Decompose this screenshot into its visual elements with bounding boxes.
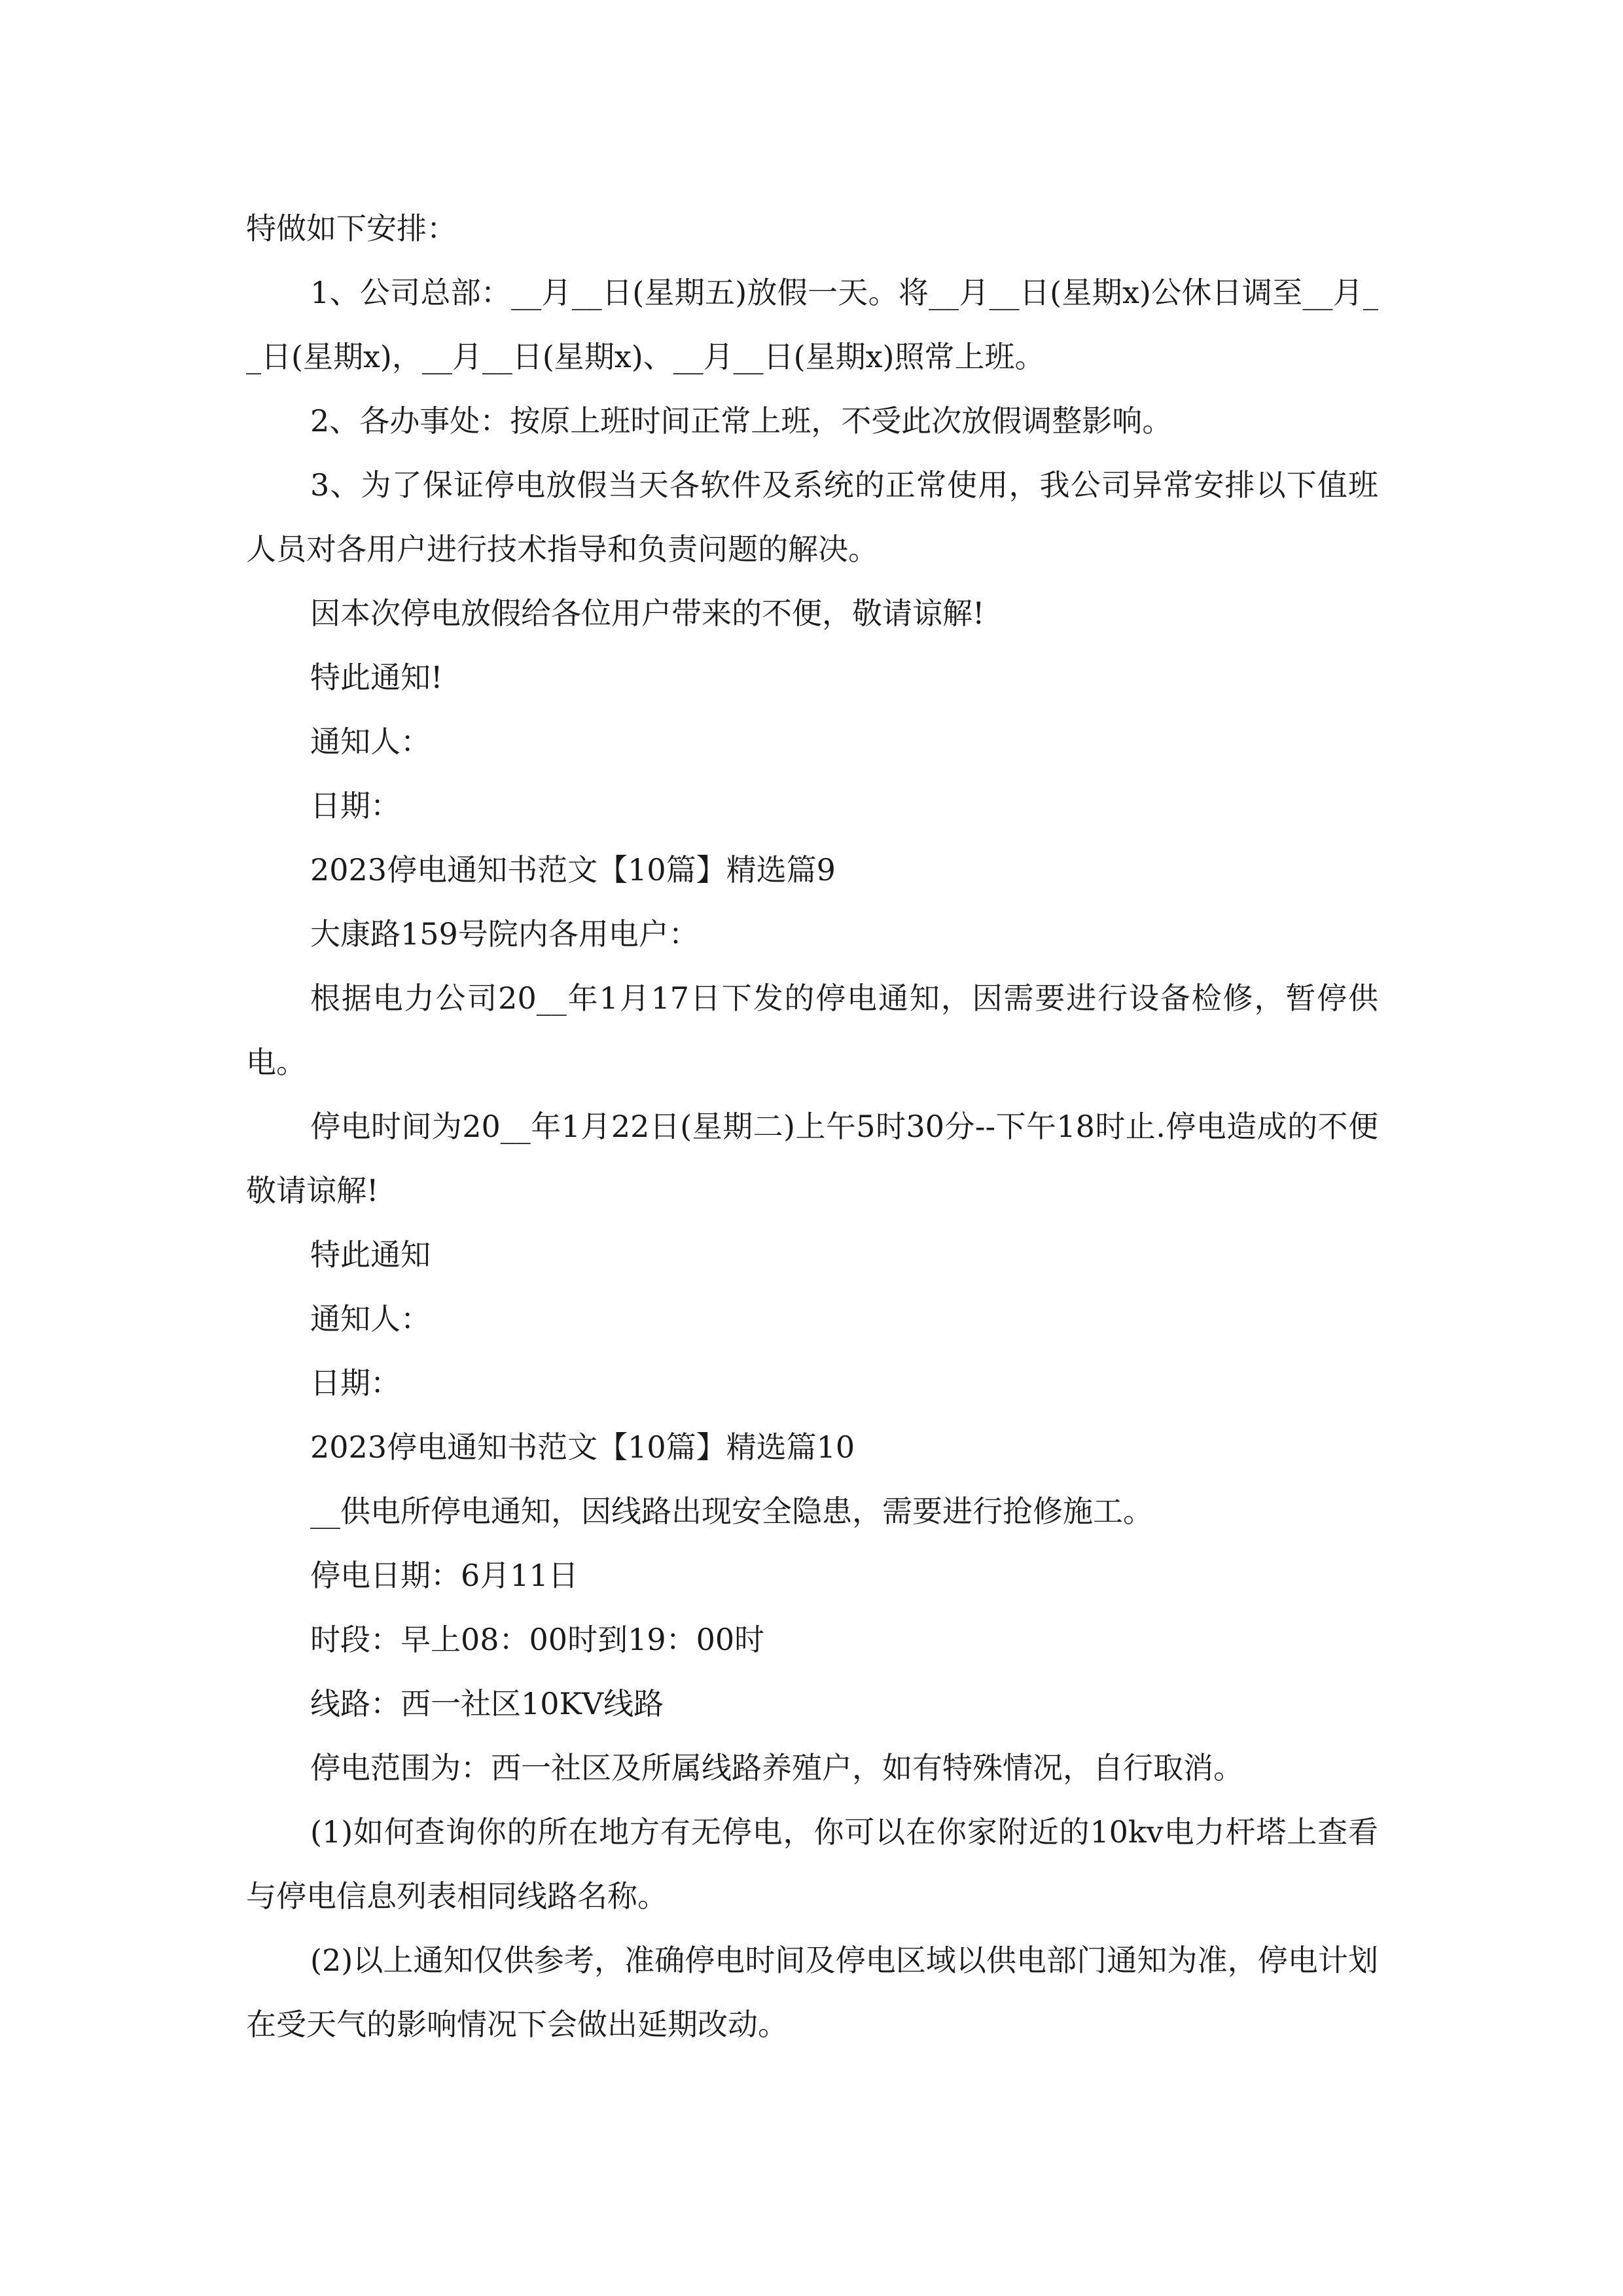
- paragraph: 1、公司总部：__月__日(星期五)放假一天。将__月__日(星期x)公休日调至__月__日(星期x)，__月__日(星期x)、__月__日(星期x)照常上班。: [246, 275, 1378, 374]
- paragraph: 特做如下安排：: [246, 211, 457, 246]
- paragraph: 时段：早上08：00时到19：00时: [310, 1622, 765, 1657]
- section-heading: 2023停电通知书范文【10篇】精选篇10: [310, 1429, 855, 1465]
- document-body: [246, 196, 1378, 2056]
- paragraph: 3、为了保证停电放假当天各软件及系统的正常使用，我公司异常安排以下值班人员对各用户进行技术指导和负责问题的解决。: [246, 467, 1378, 567]
- paragraph: __供电所停电通知，因线路出现安全隐患，需要进行抢修施工。: [310, 1494, 1153, 1529]
- paragraph: 根据电力公司20__年1月17日下发的停电通知，因需要进行设备检修，暂停供电。: [246, 980, 1378, 1080]
- paragraph: 因本次停电放假给各位用户带来的不便，敬请谅解!: [310, 596, 985, 631]
- paragraph: 日期：: [310, 788, 401, 823]
- paragraph: 通知人：: [310, 724, 431, 759]
- paragraph: (2)以上通知仅供参考，准确停电时间及停电区域以供电部门通知为准，停电计划在受天气的影响情况下会做出延期改动。: [246, 1943, 1378, 2042]
- paragraph: 停电时间为20__年1月22日(星期二)上午5时30分--下午18时止.停电造成的不便敬请谅解!: [246, 1109, 1378, 1208]
- paragraph: 停电日期：6月11日: [310, 1558, 579, 1593]
- paragraph: 特此通知: [310, 1237, 431, 1272]
- paragraph: 特此通知!: [310, 660, 443, 695]
- paragraph: 通知人：: [310, 1301, 431, 1336]
- paragraph: 日期：: [310, 1365, 401, 1401]
- section-heading: 2023停电通知书范文【10篇】精选篇9: [310, 852, 836, 888]
- paragraph: 停电范围为：西一社区及所属线路养殖户，如有特殊情况，自行取消。: [310, 1750, 1243, 1785]
- paragraph: 大康路159号院内各用电户：: [310, 916, 699, 952]
- paragraph: 2、各办事处：按原上班时间正常上班，不受此次放假调整影响。: [310, 403, 1173, 439]
- paragraph: (1)如何查询你的所在地方有无停电，你可以在你家附近的10kv电力杆塔上查看与停电信息列表相同线路名称。: [246, 1814, 1378, 1914]
- paragraph: 线路：西一社区10KV线路: [310, 1686, 664, 1721]
